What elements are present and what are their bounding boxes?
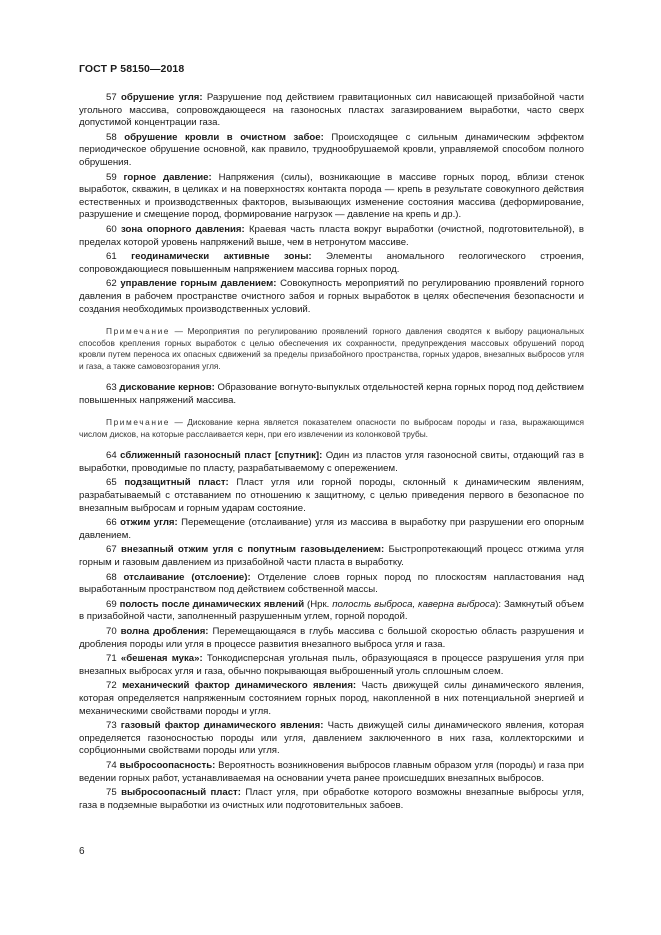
term-number: 67: [106, 544, 117, 556]
term-entry-68: [79, 572, 584, 597]
term-name: отжим угля:: [120, 517, 178, 529]
term-number: 62: [106, 278, 117, 290]
term-number: 61: [106, 251, 117, 263]
term-name: внезапный отжим угля с попутным газовыделением:: [121, 544, 385, 556]
term-name: дискование кернов:: [119, 382, 215, 394]
term-definition: Быстропротекающий процесс отжима угля горным и газовым давлением из призабойной части пласта в выработку.: [79, 544, 584, 569]
term-definition: Образование вогнуто-выпуклых отдельностей керна горных пород под действием повышенных напряжений массива.: [79, 382, 584, 406]
term-entry-73: [79, 720, 584, 758]
term-number: 73: [106, 720, 117, 732]
term-entry-71: [79, 653, 584, 678]
term-number: 70: [106, 626, 117, 637]
term-definition: Происходящее с сильным динамическим эффектом периодическое обрушение основной, как правило, труднообрушаемой кровли, управляемой способом полного обрушения.: [79, 131, 584, 168]
note-text: — Мероприятия по регулированию проявлений горного давления сводятся к выбору рациональных способов крепления горных выработок с целью обеспечения их сохранности, предупреждения массовых обрушений пород кровли путем переноса их опасных сдвижений за пределы призабойного пространства, горных ударов, внезапных выбросов угля и газа, а также самовозгорания угля.: [79, 326, 584, 371]
term-entry-70: [79, 626, 584, 651]
term-definition: Вероятность возникновения выбросов главным образом угля (породы) и газа при ведении горных работ, устанавливаемая на основании учета ранее происшедших внезапных выбросов.: [79, 759, 584, 784]
term-name: подзащитный пласт:: [124, 477, 229, 489]
term-nonrecommended: полость выброса, каверна выброса: [332, 598, 496, 610]
term-entry-64: [79, 450, 584, 475]
term-number: 74: [106, 759, 117, 771]
term-definition: Пласт угля, при обработке которого возможны внезапные выбросы угля, газа в подземные выработки из очистных или подготовительных забоев.: [79, 787, 584, 811]
term-entry-75: [79, 787, 584, 812]
term-definition: Перемещающаяся в глубь массива с большой скоростью область разрушения и дробления породы или угля в процессе развития внезапного выброса угля и газа.: [79, 626, 584, 650]
term-name: механический фактор динамического явления:: [122, 680, 357, 692]
page-number: 6: [79, 846, 85, 857]
term-name: обрушение кровли в очистном забое:: [124, 131, 324, 143]
term-number: 75: [106, 787, 117, 799]
term-number: 69: [106, 598, 117, 610]
term-entry-61: [79, 251, 584, 276]
term-definition: ): Замкнутый объем в призабойной части, заполненный разрушенным углем, горной породой.: [79, 598, 584, 623]
term-definition: Совокупность мероприятий по регулированию проявлений горного давления в рабочем пространстве очистного забоя и горных выработок в целях обеспечения безопасности и создания необходимых производственных условий.: [79, 278, 584, 315]
note-63: [79, 417, 584, 440]
term-number: 66: [106, 517, 117, 529]
term-definition: Один из пластов угля газоносной свиты, отдающий газ в выработки, проводимые по пласту, разрабатываемому с опережением.: [79, 450, 584, 474]
term-definition: Разрушение под действием гравитационных сил нависающей призабойной части угольного массива, сопровождающееся на газоносных пластах загазированием выработки, часто сверх допустимой концентрации газа.: [79, 92, 584, 129]
term-number: 58: [106, 131, 117, 143]
term-number: 64: [106, 450, 117, 462]
document-body: [79, 92, 584, 814]
term-number: 72: [106, 680, 117, 692]
term-name: горное давление:: [123, 171, 212, 183]
note-label: Примечание: [106, 326, 171, 337]
term-name: выбросоопасность:: [119, 759, 216, 771]
term-definition-prefix: (Нрк.: [304, 598, 333, 610]
term-entry-69: [79, 599, 584, 624]
term-entry-59: [79, 172, 584, 222]
term-number: 60: [106, 223, 117, 235]
term-number: 68: [106, 571, 117, 583]
term-name: управление горным давлением:: [120, 278, 277, 290]
term-name: «бешеная мука»:: [120, 653, 203, 665]
term-entry-72: [79, 680, 584, 718]
term-entry-66: [79, 517, 584, 542]
term-name: сближенный газоносный пласт [спутник]:: [120, 450, 323, 462]
term-name: отслаивание (отслоение):: [123, 571, 251, 583]
term-name: обрушение угля:: [121, 92, 203, 103]
term-definition: Перемещение (отслаивание) угля из массива в выработку при разрушении его опорным давлением.: [79, 517, 584, 541]
term-definition: Отделение слоев горных пород по плоскостям напластования над выработанным пространством под действием собственной массы.: [79, 571, 584, 596]
term-definition: Краевая часть пласта вокруг выработки (очистной, подготовительной), в пределах которой уровень напряжений выше, чем в нетронутом массиве.: [79, 223, 584, 248]
term-entry-58: [79, 132, 584, 170]
document-header: ГОСТ Р 58150—2018: [79, 63, 185, 75]
term-name: выбросоопасный пласт:: [121, 787, 241, 799]
term-name: полость после динамических явлений: [119, 598, 305, 610]
term-name: газовый фактор динамического явления:: [120, 720, 324, 732]
term-entry-63: [79, 382, 584, 407]
term-entry-67: [79, 544, 584, 569]
term-entry-74: [79, 760, 584, 785]
term-definition: Напряжения (силы), возникающие в массиве горных пород, вблизи стенок выработок, скважин, в целиках и на поверхностях контакта порода — крепь в результате совокупного действия естественных и производственных факторов, вызывающих изменение состояния массива (деформирование, разрушение и смещение пород, формирование нагрузок — давление на крепь и др.).: [79, 171, 585, 221]
note-label: Примечание: [106, 417, 171, 428]
term-definition: Часть движущей силы динамического явления, которая определяется газоносностью породы или угля, давлением заключенного в них газа, коллекторскими и сорбционными свойствами породы или угля.: [79, 720, 584, 757]
note-text: — Дискование керна является показателем опасности по выбросам породы и газа, выражающимся числом дисков, на которые расслаивается керн, при его извлечении из колонковой трубы.: [79, 417, 584, 439]
term-number: 59: [106, 171, 117, 183]
term-definition: Элементы аномального геологического строения, сопровождающиеся повышенным напряжением массива горных пород.: [79, 251, 584, 275]
term-entry-57: [79, 92, 584, 130]
term-number: 71: [106, 653, 117, 665]
term-name: геодинамически активные зоны:: [131, 251, 312, 263]
term-definition: Тонкодисперсная угольная пыль, образующаяся в процессе разрушения угля при внезапных выбросах угля и газа, обычно покрывающая выброшенный уголь сплошным слоем.: [79, 653, 585, 677]
term-name: зона опорного давления:: [120, 223, 245, 235]
term-definition: Часть движущей силы динамического явления, которая определяется напряженным состоянием горных пород, накопленной в них потенциальной энергией и механическими свойствами породы и угля.: [79, 680, 584, 717]
term-entry-65: [79, 477, 584, 515]
note-62: [79, 326, 584, 372]
term-entry-62: [79, 278, 584, 316]
term-entry-60: [79, 224, 584, 249]
term-definition: Пласт угля или горной породы, склонный к динамическим явлениям, разрабатываемый с отставанием по отношению к защитному, с целью приведения первого в безопасное по внезапным выбросам и горным ударам состояние.: [79, 477, 584, 514]
term-number: 57: [106, 92, 117, 103]
term-name: волна дробления:: [120, 626, 209, 637]
term-number: 63: [106, 382, 117, 394]
term-number: 65: [106, 477, 117, 489]
